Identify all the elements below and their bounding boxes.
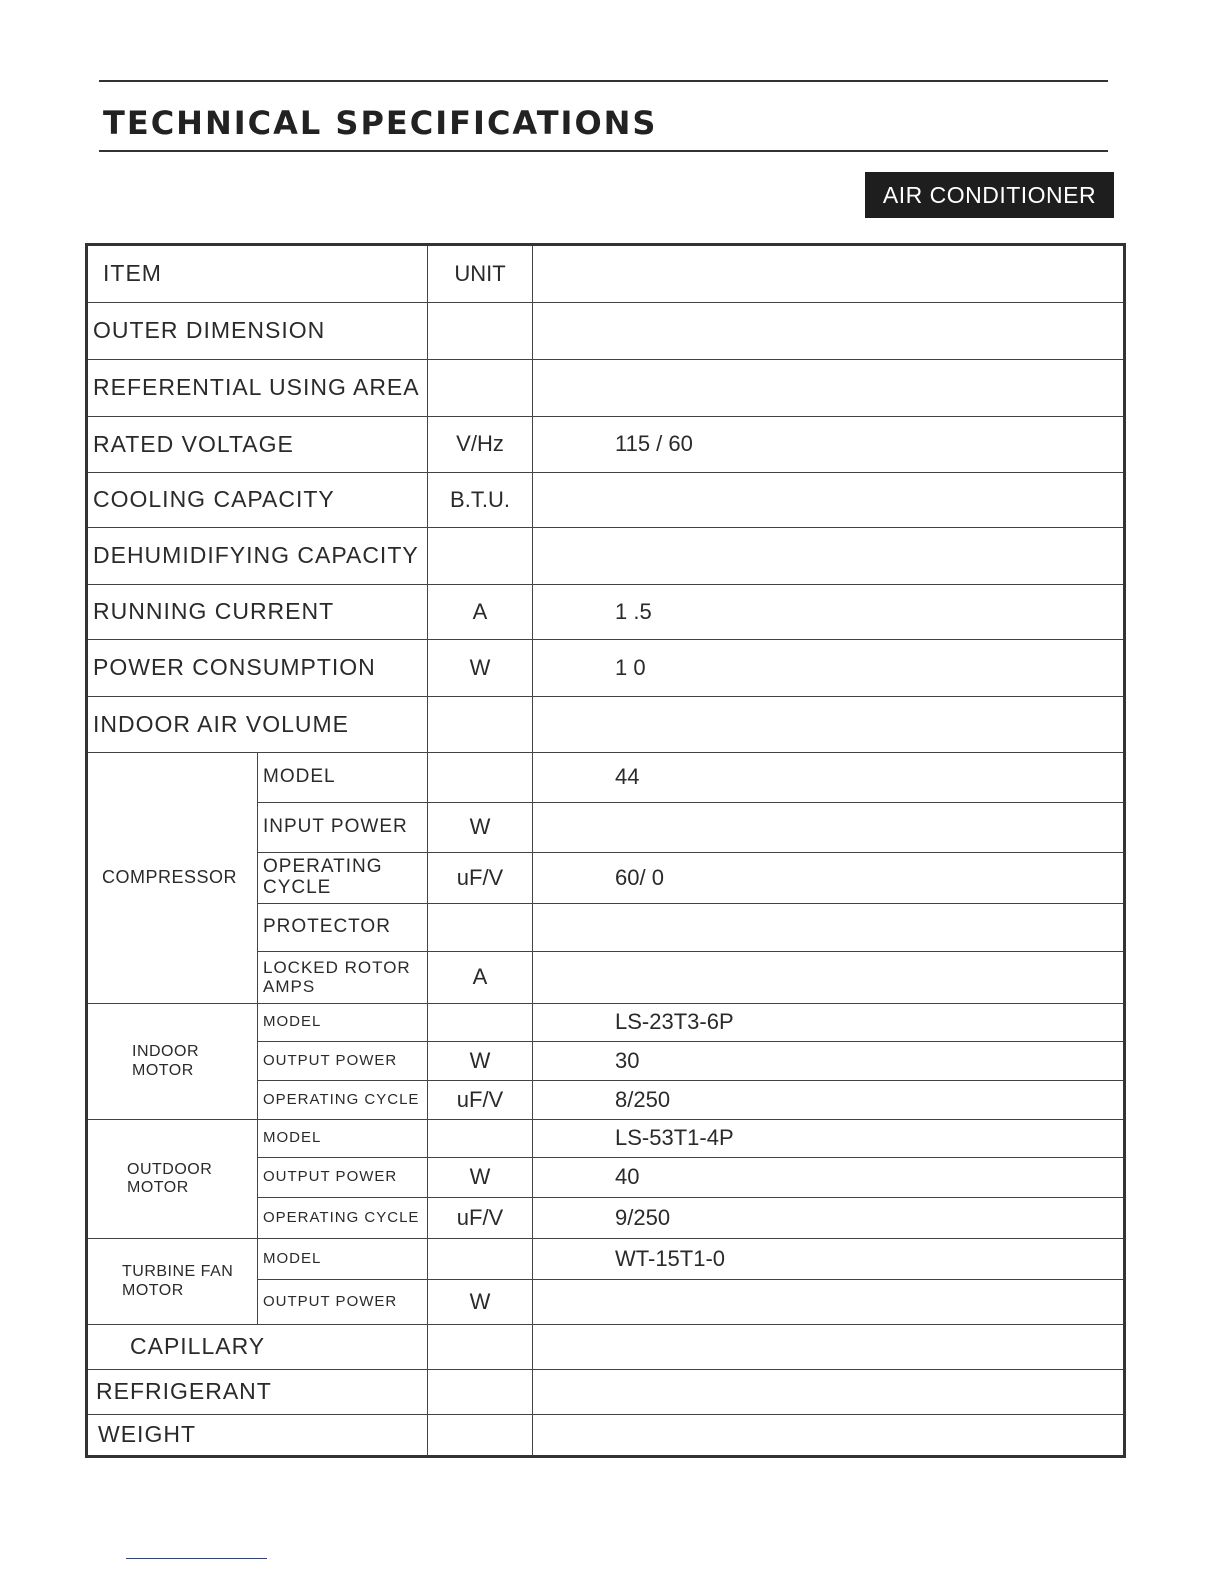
compressor-locked-rotor-value <box>533 952 1123 1004</box>
compressor-model-value: 44 <box>533 753 1123 803</box>
group-turbine-fan-motor-label: TURBINE FAN MOTOR <box>88 1239 258 1325</box>
row-weight-label: WEIGHT <box>88 1415 428 1455</box>
row-indoor-air-volume-unit <box>428 697 533 753</box>
compressor-model-label: MODEL <box>258 753 428 803</box>
row-cooling-capacity-value <box>533 473 1123 528</box>
row-capillary-unit <box>428 1325 533 1370</box>
turbine-fan-motor-model-unit <box>428 1239 533 1280</box>
product-badge: AIR CONDITIONER <box>865 172 1114 218</box>
row-referential-area-value <box>533 360 1123 417</box>
outdoor-motor-model-unit <box>428 1120 533 1158</box>
turbine-fan-motor-model-value: WT-15T1-0 <box>533 1239 1123 1280</box>
row-dehumidifying-value <box>533 528 1123 585</box>
row-running-current-label: RUNNING CURRENT <box>88 585 428 640</box>
row-rated-voltage-value: 115 / 60 <box>533 417 1123 473</box>
group-outdoor-motor-label: OUTDOOR MOTOR <box>88 1120 258 1239</box>
row-cooling-capacity-unit: B.T.U. <box>428 473 533 528</box>
compressor-input-power-unit: W <box>428 803 533 853</box>
compressor-model-unit <box>428 753 533 803</box>
row-indoor-air-volume-label: INDOOR AIR VOLUME <box>88 697 428 753</box>
compressor-input-power-label: INPUT POWER <box>258 803 428 853</box>
compressor-locked-rotor-label: LOCKED ROTOR AMPS <box>258 952 428 1004</box>
row-indoor-air-volume-value <box>533 697 1123 753</box>
row-refrigerant-value <box>533 1370 1123 1415</box>
row-rated-voltage-unit: V/Hz <box>428 417 533 473</box>
row-referential-area-unit <box>428 360 533 417</box>
compressor-operating-cycle-value: 60/ 0 <box>533 853 1123 904</box>
indoor-motor-model-unit <box>428 1004 533 1042</box>
row-outer-dimension-unit <box>428 303 533 360</box>
indoor-motor-operating-cycle-unit: uF/V <box>428 1081 533 1120</box>
row-capillary-label: CAPILLARY <box>88 1325 428 1370</box>
turbine-fan-motor-model-label: MODEL <box>258 1239 428 1280</box>
compressor-protector-value <box>533 904 1123 952</box>
indoor-motor-model-value: LS-23T3-6P <box>533 1004 1123 1042</box>
outdoor-motor-output-power-unit: W <box>428 1158 533 1198</box>
row-weight-value <box>533 1415 1123 1455</box>
top-rule <box>99 80 1108 82</box>
spec-table <box>85 243 1126 1458</box>
outdoor-motor-operating-cycle-unit: uF/V <box>428 1198 533 1239</box>
row-rated-voltage-label: RATED VOLTAGE <box>88 417 428 473</box>
indoor-motor-operating-cycle-value: 8/250 <box>533 1081 1123 1120</box>
row-running-current-unit: A <box>428 585 533 640</box>
row-refrigerant-unit <box>428 1370 533 1415</box>
row-refrigerant-label: REFRIGERANT <box>88 1370 428 1415</box>
row-power-consumption-unit: W <box>428 640 533 697</box>
compressor-protector-unit <box>428 904 533 952</box>
header-unit: UNIT <box>428 246 533 303</box>
row-cooling-capacity-label: COOLING CAPACITY <box>88 473 428 528</box>
row-weight-unit <box>428 1415 533 1455</box>
page-title: TECHNICAL SPECIFICATIONS <box>103 104 658 142</box>
title-underline <box>99 150 1108 152</box>
header-item: ITEM <box>88 246 428 303</box>
outdoor-motor-model-value: LS-53T1-4P <box>533 1120 1123 1158</box>
indoor-motor-output-power-unit: W <box>428 1042 533 1081</box>
outdoor-motor-output-power-label: OUTPUT POWER <box>258 1158 428 1198</box>
compressor-locked-rotor-unit: A <box>428 952 533 1004</box>
outdoor-motor-model-label: MODEL <box>258 1120 428 1158</box>
outdoor-motor-operating-cycle-label: OPERATING CYCLE <box>258 1198 428 1239</box>
turbine-fan-motor-output-power-label: OUTPUT POWER <box>258 1280 428 1325</box>
row-running-current-value: 1 .5 <box>533 585 1123 640</box>
compressor-operating-cycle-label: OPERATING CYCLE <box>258 853 428 904</box>
indoor-motor-model-label: MODEL <box>258 1004 428 1042</box>
turbine-fan-motor-output-power-unit: W <box>428 1280 533 1325</box>
indoor-motor-output-power-label: OUTPUT POWER <box>258 1042 428 1081</box>
row-power-consumption-label: POWER CONSUMPTION <box>88 640 428 697</box>
row-dehumidifying-unit <box>428 528 533 585</box>
outdoor-motor-output-power-value: 40 <box>533 1158 1123 1198</box>
row-capillary-value <box>533 1325 1123 1370</box>
row-outer-dimension-value <box>533 303 1123 360</box>
row-outer-dimension-label: OUTER DIMENSION <box>88 303 428 360</box>
footer-link-underline <box>126 1558 267 1559</box>
group-indoor-motor-label: INDOOR MOTOR <box>88 1004 258 1120</box>
header-value <box>533 246 1123 303</box>
compressor-operating-cycle-unit: uF/V <box>428 853 533 904</box>
row-power-consumption-value: 1 0 <box>533 640 1123 697</box>
indoor-motor-output-power-value: 30 <box>533 1042 1123 1081</box>
compressor-protector-label: PROTECTOR <box>258 904 428 952</box>
compressor-input-power-value <box>533 803 1123 853</box>
group-compressor-label: COMPRESSOR <box>88 753 258 1004</box>
row-dehumidifying-label: DEHUMIDIFYING CAPACITY <box>88 528 428 585</box>
row-referential-area-label: REFERENTIAL USING AREA <box>88 360 428 417</box>
indoor-motor-operating-cycle-label: OPERATING CYCLE <box>258 1081 428 1120</box>
outdoor-motor-operating-cycle-value: 9/250 <box>533 1198 1123 1239</box>
turbine-fan-motor-output-power-value <box>533 1280 1123 1325</box>
